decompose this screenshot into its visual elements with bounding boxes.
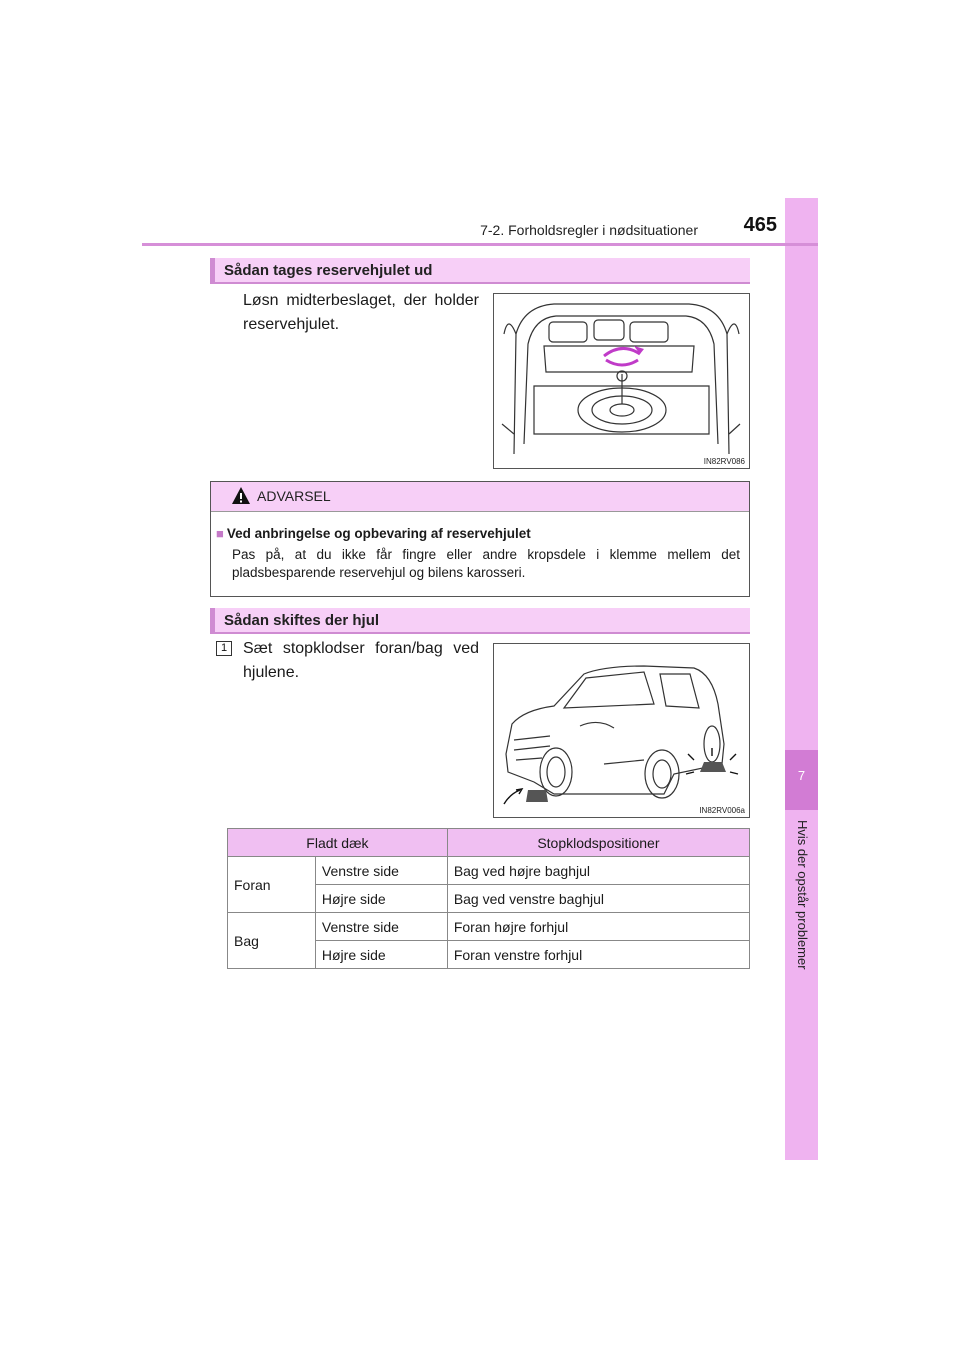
- instruction-place-chocks: Sæt stopklodser foran/bag ved hjulene.: [243, 640, 479, 681]
- table-cell-position: Bag ved venstre baghjul: [447, 885, 749, 913]
- page-number: 465: [743, 214, 777, 236]
- figure-code: IN82RV006a: [699, 806, 745, 815]
- warning-triangle-icon: [231, 486, 251, 506]
- section-heading-remove-spare: [210, 258, 750, 284]
- warning-box: [210, 481, 750, 597]
- square-bullet-icon: ■: [216, 526, 224, 541]
- warning-subtitle-text: Ved anbringelse og opbevaring af reservehjulet: [226, 526, 531, 541]
- header-rule: [142, 243, 818, 246]
- table-header-row: [228, 829, 750, 857]
- chapter-title-vertical: [765, 820, 837, 1020]
- table-header-chock-positions: Stopklodspositioner: [447, 829, 749, 857]
- table-cell-side: Venstre side: [315, 857, 447, 885]
- table-group-label: Bag: [228, 913, 316, 969]
- warning-text: Pas på, at du ikke får fingre eller andre kropsdele i klemme mellem det pladsbesparende reservehjul og bilens karosseri.: [232, 547, 740, 580]
- chapter-number: 7: [797, 768, 806, 783]
- step-number-box: 1: [216, 641, 232, 656]
- figure-wheel-chocks: [493, 643, 750, 818]
- section-heading-change-wheel: [210, 608, 750, 634]
- table-cell-side: Højre side: [315, 941, 447, 969]
- table-group-label: Foran: [228, 857, 316, 913]
- cargo-area-illustration: [494, 294, 749, 468]
- instruction-loosen-bracket: Løsn midterbeslaget, der holder reservehjulet.: [243, 292, 479, 333]
- chock-position-table: [227, 828, 750, 969]
- vehicle-chock-illustration: [494, 644, 749, 817]
- table-cell-position: Foran højre forhjul: [447, 913, 749, 941]
- figure-spare-wheel-cargo: [493, 293, 750, 469]
- table-row: [228, 857, 750, 885]
- figure-code: IN82RV086: [703, 457, 745, 466]
- table-header-flat-tire: Fladt dæk: [228, 829, 448, 857]
- section-heading-text: Sådan tages reservehjulet ud: [224, 262, 433, 279]
- warning-subtitle: [216, 526, 531, 541]
- warning-title: ADVARSEL: [257, 488, 331, 504]
- section-heading-text: Sådan skiftes der hjul: [224, 612, 380, 629]
- header-section-title: 7-2. Forholdsregler i nødsituationer: [480, 222, 698, 238]
- table-cell-position: Foran venstre forhjul: [447, 941, 749, 969]
- table-row: [228, 913, 750, 941]
- table-cell-side: Venstre side: [315, 913, 447, 941]
- table-cell-side: Højre side: [315, 885, 447, 913]
- chapter-title: Hvis der opstår problemer: [795, 820, 810, 970]
- warning-header: [211, 482, 749, 512]
- table-cell-position: Bag ved højre baghjul: [447, 857, 749, 885]
